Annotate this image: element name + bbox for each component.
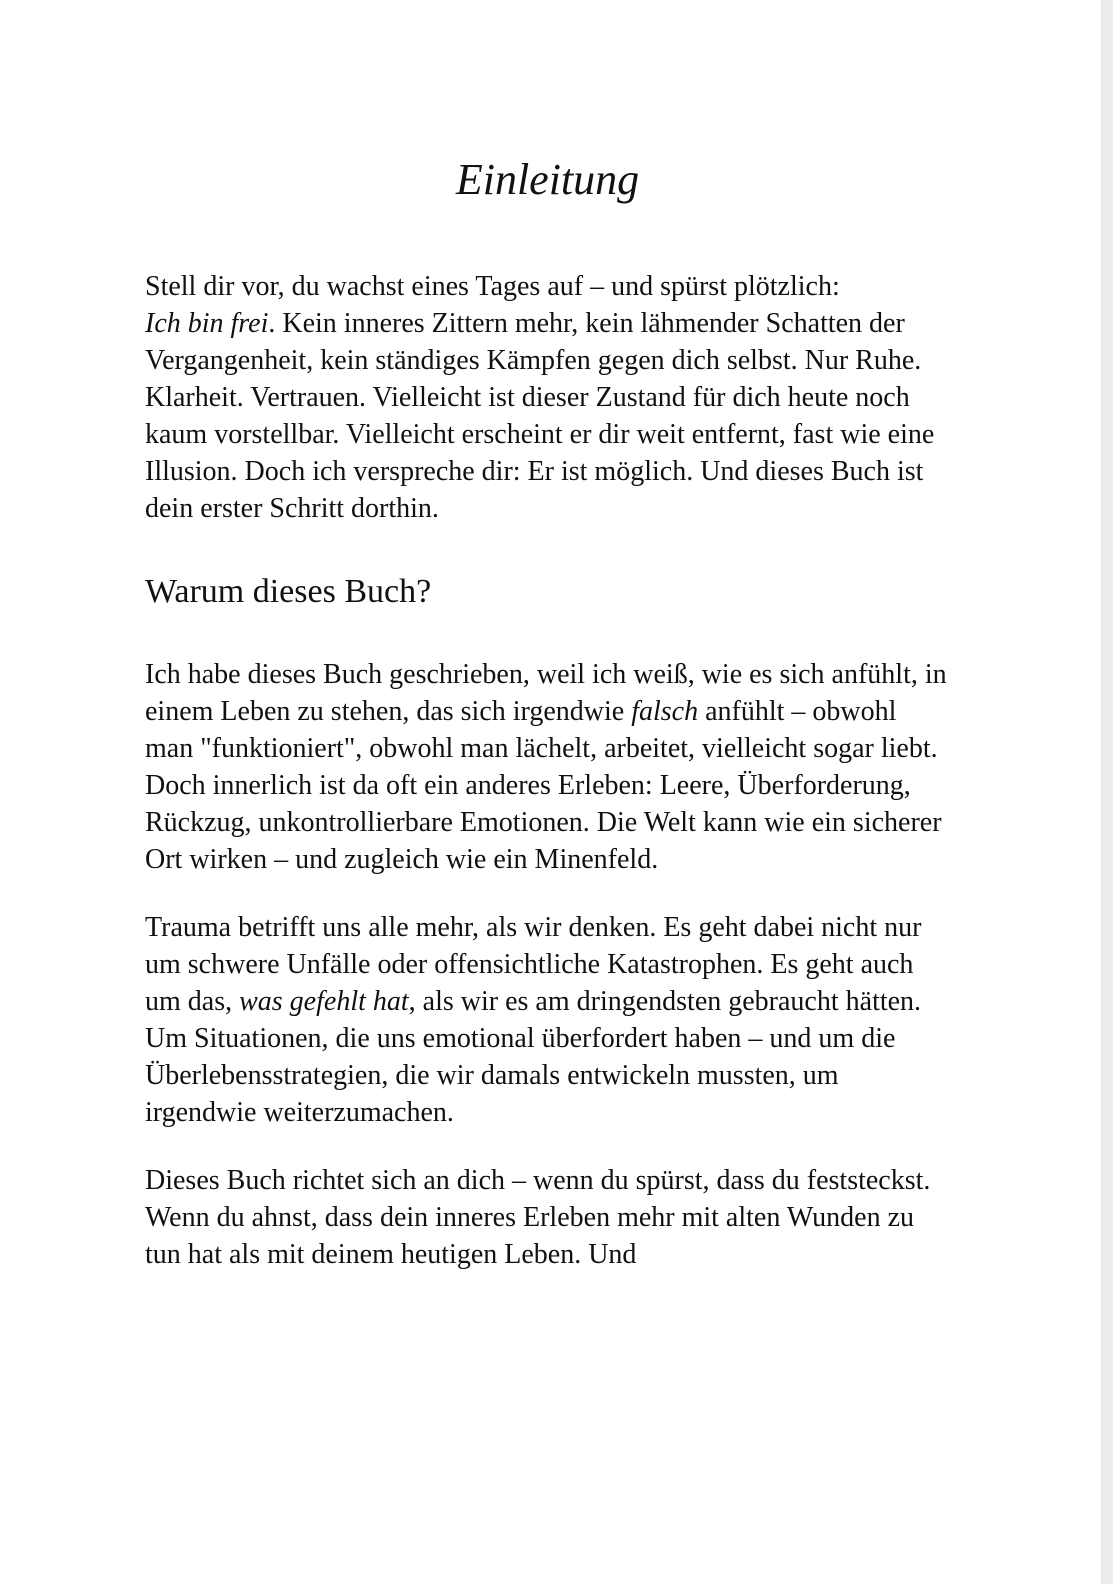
body-paragraph-3: Dieses Buch richtet sich an dich – wenn du spürst, dass du feststeckst. Wenn du ahnst, dass dein inneres Erleben mehr mit alten Wunden zu tun hat als mit deinem heutigen Leben. Und	[145, 1165, 931, 1270]
paragraph-1-emphasis: falsch	[631, 696, 699, 727]
intro-paragraph	[145, 268, 950, 527]
chapter-title: Einleitung	[455, 155, 640, 204]
paragraph-2-lead: Trauma betrifft uns alle mehr, als wir denken. Es geht dabei nicht nur um schwere Unfälle oder offensichtliche Katastrophen. Es geht auch um das,	[145, 912, 922, 1017]
body-paragraph-2	[145, 909, 950, 1131]
paragraph-2-emphasis: was gefehlt hat	[239, 986, 409, 1017]
paragraph-1-lead: Ich habe dieses Buch geschrieben, weil ich weiß, wie es sich anfühlt, in einem Leben zu stehen, das sich irgendwie	[145, 659, 947, 727]
paragraph-2-rest: , als wir es am dringendsten gebraucht hätten. Um Situationen, die uns emotional überfordert haben – und um die Überlebensstrategien, die wir damals entwickeln mussten, um irgendwie weiterzumachen.	[145, 986, 922, 1128]
paragraph-1-rest: anfühlt – obwohl man "funktioniert", obwohl man lächelt, arbeitet, vielleicht sogar liebt. Doch innerlich ist da oft ein anderes Erleben: Leere, Überforderung, Rückzug, unkontrollierbare Emotionen. Die Welt kann wie ein sicherer Ort wirken – und zugleich wie ein Minenfeld.	[145, 696, 942, 875]
intro-emphasis: Ich bin frei	[145, 308, 269, 339]
intro-lead: Stell dir vor, du wachst eines Tages auf – und spürst plötzlich:	[145, 271, 840, 302]
section-heading: Warum dieses Buch?	[145, 573, 432, 610]
page-content	[145, 150, 950, 1273]
body-paragraph-1	[145, 656, 950, 878]
intro-rest: . Kein inneres Zittern mehr, kein lähmender Schatten der Vergangenheit, kein ständiges Kämpfen gegen dich selbst. Nur Ruhe. Klarheit. Vertrauen. Vielleicht ist dieser Zustand für dich heute noch kaum vorstellbar. Vielleicht erscheint er dir weit entfernt, fast wie eine Illusion. Doch ich verspreche dir: Er ist möglich. Und dieses Buch ist dein erster Schritt dorthin.	[145, 308, 935, 524]
